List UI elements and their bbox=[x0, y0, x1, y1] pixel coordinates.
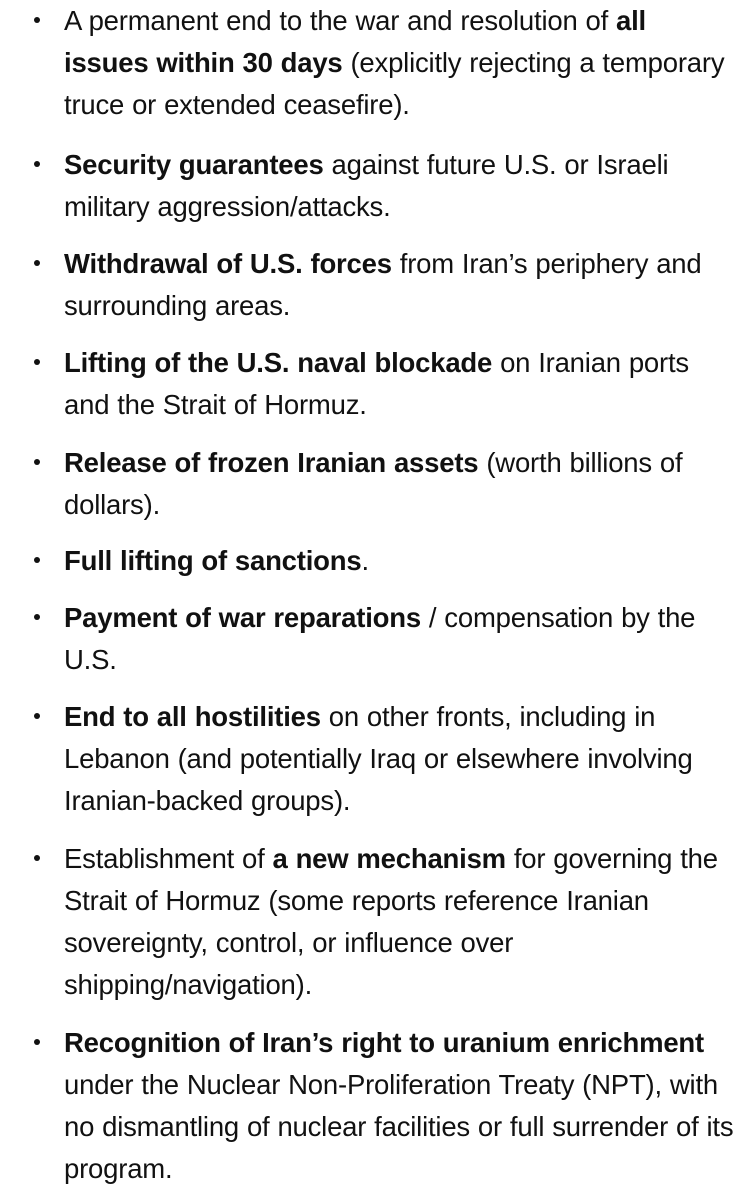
bullet-marker bbox=[34, 161, 40, 167]
list-item-text bbox=[64, 342, 734, 426]
bullet-marker bbox=[34, 17, 40, 23]
bullet-marker bbox=[34, 459, 40, 465]
text-segment-bold: Recognition of Iran’s right to uranium enrichment bbox=[64, 1027, 704, 1058]
bullet-marker bbox=[34, 260, 40, 266]
bullet-marker bbox=[34, 1039, 40, 1045]
text-segment: on other fronts, including in Lebanon (and potentially Iraq or elsewhere involving Iranian-backed groups). bbox=[64, 701, 693, 816]
list-item-text bbox=[64, 0, 734, 126]
text-segment-bold: a new mechanism bbox=[272, 843, 506, 874]
text-segment: for governing the Strait of Hormuz (some reports reference Iranian sovereignty, control, or influence over shipping/navigation). bbox=[64, 843, 718, 1000]
text-segment: Establishment of bbox=[64, 843, 273, 874]
text-segment: (worth billions of dollars). bbox=[64, 447, 683, 520]
bullet-marker bbox=[34, 713, 40, 719]
text-segment-bold: Lifting of the U.S. naval blockade bbox=[64, 347, 493, 378]
text-segment: / compensation by the U.S. bbox=[64, 602, 696, 675]
bullet-marker bbox=[34, 359, 40, 365]
text-segment: under the Nuclear Non-Proliferation Treaty (NPT), with no dismantling of nuclear facilities or full surrender of its program. bbox=[64, 1069, 734, 1184]
bullet-marker bbox=[34, 855, 40, 861]
text-segment: against future U.S. or Israeli military aggression/attacks. bbox=[64, 149, 669, 222]
text-segment: . bbox=[361, 545, 369, 576]
list-item-text bbox=[64, 540, 734, 582]
bullet-marker bbox=[34, 614, 40, 620]
text-segment: (explicitly rejecting a temporary truce or extended ceasefire). bbox=[64, 47, 725, 120]
list-item-text bbox=[64, 144, 734, 228]
text-segment-bold: Release of frozen Iranian assets bbox=[64, 447, 479, 478]
list-item-text bbox=[64, 1022, 734, 1190]
list-item-text bbox=[64, 838, 734, 1006]
bullet-marker bbox=[34, 557, 40, 563]
text-segment: from Iran’s periphery and surrounding areas. bbox=[64, 248, 702, 321]
text-segment: on Iranian ports and the Strait of Hormuz. bbox=[64, 347, 689, 420]
list-item-text bbox=[64, 442, 734, 526]
text-segment-bold: Withdrawal of U.S. forces bbox=[64, 248, 392, 279]
list-item-text bbox=[64, 696, 734, 822]
text-segment-bold: Full lifting of sanctions bbox=[64, 545, 362, 576]
text-segment-bold: all issues within 30 days bbox=[64, 5, 646, 78]
list-item-text bbox=[64, 243, 734, 327]
text-segment-bold: Payment of war reparations bbox=[64, 602, 421, 633]
text-segment-bold: Security guarantees bbox=[64, 149, 324, 180]
text-segment: A permanent end to the war and resolution of bbox=[64, 5, 616, 36]
text-segment-bold: End to all hostilities bbox=[64, 701, 321, 732]
list-item-text bbox=[64, 597, 734, 681]
